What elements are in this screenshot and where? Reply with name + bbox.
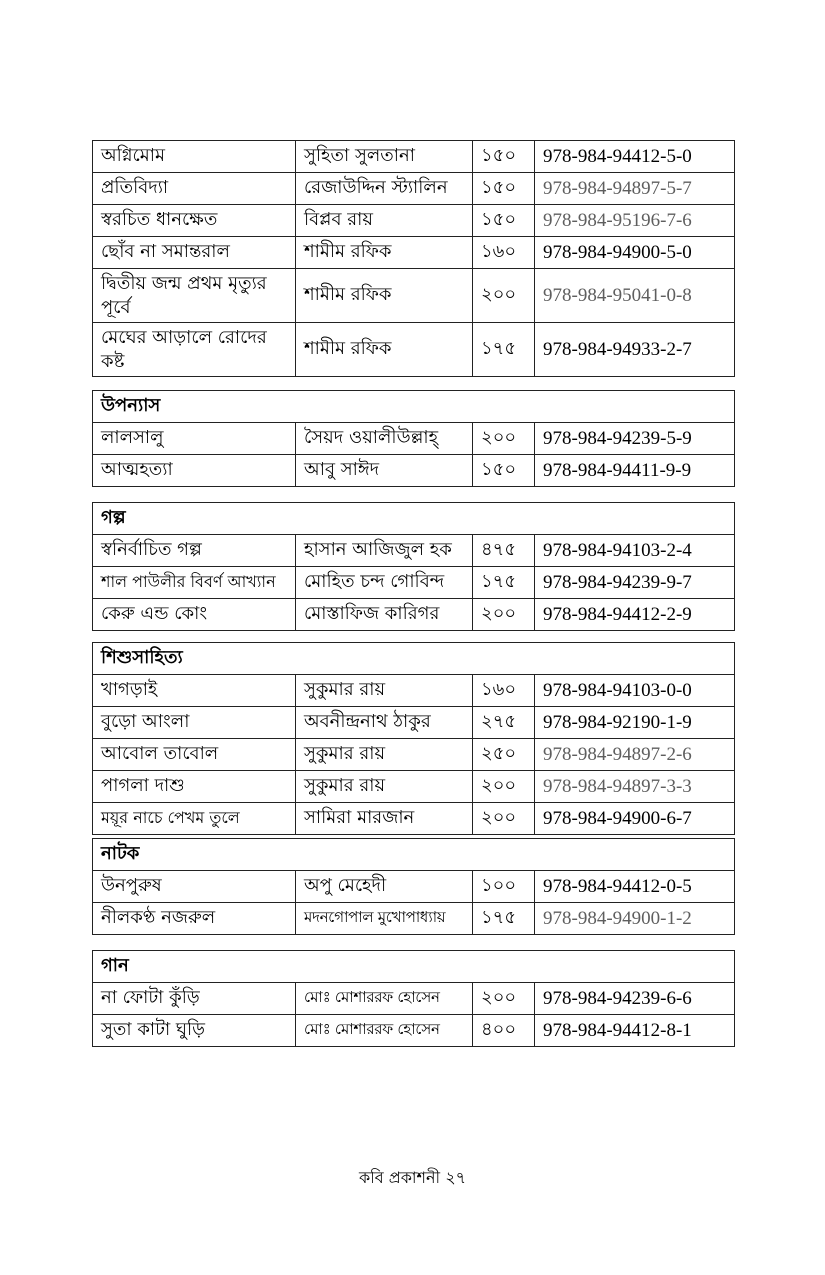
book-price: ২০০ (473, 269, 535, 323)
book-author: সুহিতা সুলতানা (296, 141, 473, 173)
book-author: শামীম রফিক (296, 269, 473, 323)
table-row (93, 323, 735, 377)
table-row (93, 803, 735, 835)
section-heading-row (93, 951, 735, 983)
book-price: ১৭৫ (473, 567, 535, 599)
table-row (93, 903, 735, 935)
book-author: সৈয়দ ওয়ালীউল্লাহ্ (296, 423, 473, 455)
table-row (93, 205, 735, 237)
book-author: সুকুমার রায় (296, 771, 473, 803)
drama-table (92, 838, 734, 935)
book-title: ময়ূর নাচে পেখম তুলে (93, 803, 296, 835)
book-title: মেঘের আড়ালে রোদের কষ্ট (93, 323, 296, 377)
book-title: স্বরচিত ধানক্ষেত (93, 205, 296, 237)
section-heading: গল্প (93, 503, 735, 535)
book-isbn: 978-984-94897-5-7 (535, 173, 735, 205)
story-table (92, 502, 734, 631)
table-row (93, 237, 735, 269)
book-isbn: 978-984-94897-3-3 (535, 771, 735, 803)
book-table (92, 642, 735, 835)
book-price: ১৫০ (473, 141, 535, 173)
book-title: নীলকণ্ঠ নজরুল (93, 903, 296, 935)
book-author: অপু মেহেদী (296, 871, 473, 903)
table-row (93, 173, 735, 205)
book-isbn: 978-984-94900-1-2 (535, 903, 735, 935)
table-row (93, 423, 735, 455)
book-price: ২০০ (473, 771, 535, 803)
book-isbn: 978-984-94239-9-7 (535, 567, 735, 599)
book-price: ২৫০ (473, 739, 535, 771)
book-table (92, 950, 735, 1047)
book-isbn: 978-984-94412-0-5 (535, 871, 735, 903)
book-isbn: 978-984-94103-2-4 (535, 535, 735, 567)
book-author: সামিরা মারজান (296, 803, 473, 835)
section-heading-row (93, 503, 735, 535)
book-title: বুড়ো আংলা (93, 707, 296, 739)
table-row (93, 707, 735, 739)
section-heading-row (93, 391, 735, 423)
book-price: ১৬০ (473, 237, 535, 269)
book-isbn: 978-984-94900-6-7 (535, 803, 735, 835)
table-row (93, 739, 735, 771)
book-price: ৪৭৫ (473, 535, 535, 567)
section-heading: নাটক (93, 839, 735, 871)
book-author: মোস্তাফিজ কারিগর (296, 599, 473, 631)
book-title: অগ্নিমোম (93, 141, 296, 173)
book-title: ছোঁব না সমান্তরাল (93, 237, 296, 269)
section-heading-row (93, 643, 735, 675)
section-heading-row (93, 839, 735, 871)
table-row (93, 599, 735, 631)
book-price: ১৫০ (473, 455, 535, 487)
song-table (92, 950, 734, 1047)
book-title: দ্বিতীয় জন্ম প্রথম মৃত্যুর পূর্বে (93, 269, 296, 323)
table-row (93, 1015, 735, 1047)
book-price: ২৭৫ (473, 707, 535, 739)
book-title: শাল পাউলীর বিবর্ণ আখ্যান (93, 567, 296, 599)
section-heading: শিশুসাহিত্য (93, 643, 735, 675)
table-row (93, 567, 735, 599)
table-row (93, 269, 735, 323)
table-row (93, 871, 735, 903)
book-price: ১৫০ (473, 205, 535, 237)
book-author: রেজাউদ্দিন স্ট্যালিন (296, 173, 473, 205)
table-row (93, 141, 735, 173)
book-title: স্বনির্বাচিত গল্প (93, 535, 296, 567)
book-price: ২০০ (473, 803, 535, 835)
book-isbn: 978-984-94239-5-9 (535, 423, 735, 455)
poetry-table (92, 140, 734, 377)
book-price: ১৬০ (473, 675, 535, 707)
book-author: অবনীন্দ্রনাথ ঠাকুর (296, 707, 473, 739)
table-row (93, 455, 735, 487)
book-price: ২০০ (473, 983, 535, 1015)
table-row (93, 535, 735, 567)
book-author: শামীম রফিক (296, 323, 473, 377)
book-author: বিপ্লব রায় (296, 205, 473, 237)
book-title: কেরু এন্ড কোং (93, 599, 296, 631)
book-price: ১৫০ (473, 173, 535, 205)
book-author: আবু সাঈদ (296, 455, 473, 487)
book-isbn: 978-984-95196-7-6 (535, 205, 735, 237)
book-title: উনপুরুষ (93, 871, 296, 903)
book-isbn: 978-984-94103-0-0 (535, 675, 735, 707)
book-price: ১০০ (473, 871, 535, 903)
book-isbn: 978-984-95041-0-8 (535, 269, 735, 323)
page-footer: কবি প্রকাশনী ২৭ (358, 1168, 467, 1187)
book-title: আবোল তাবোল (93, 739, 296, 771)
book-price: ১৭৫ (473, 323, 535, 377)
book-isbn: 978-984-94239-6-6 (535, 983, 735, 1015)
section-heading: উপন্যাস (93, 391, 735, 423)
table-row (93, 771, 735, 803)
book-price: ২০০ (473, 599, 535, 631)
book-title: লালসালু (93, 423, 296, 455)
book-title: না ফোটা কুঁড়ি (93, 983, 296, 1015)
table-row (93, 675, 735, 707)
book-author: মোঃ মোশাররফ হোসেন (296, 983, 473, 1015)
book-author: সুকুমার রায় (296, 675, 473, 707)
book-isbn: 978-984-94933-2-7 (535, 323, 735, 377)
section-heading: গান (93, 951, 735, 983)
book-table (92, 140, 735, 377)
book-title: পাগলা দাশু (93, 771, 296, 803)
novel-table (92, 390, 734, 487)
book-title: প্রতিবিদ্যা (93, 173, 296, 205)
book-isbn: 978-984-94411-9-9 (535, 455, 735, 487)
book-author: শামীম রফিক (296, 237, 473, 269)
book-title: সুতা কাটা ঘুড়ি (93, 1015, 296, 1047)
book-price: ২০০ (473, 423, 535, 455)
book-author: সুকুমার রায় (296, 739, 473, 771)
book-isbn: 978-984-94897-2-6 (535, 739, 735, 771)
table-row (93, 983, 735, 1015)
book-isbn: 978-984-92190-1-9 (535, 707, 735, 739)
book-isbn: 978-984-94412-5-0 (535, 141, 735, 173)
book-title: আত্মহত্যা (93, 455, 296, 487)
book-author: মদনগোপাল মুখোপাধ্যায় (296, 903, 473, 935)
book-isbn: 978-984-94412-2-9 (535, 599, 735, 631)
book-author: মোহিত চন্দ গোবিন্দ (296, 567, 473, 599)
book-price: ১৭৫ (473, 903, 535, 935)
book-isbn: 978-984-94412-8-1 (535, 1015, 735, 1047)
book-table (92, 390, 735, 487)
book-title: খাগড়াই (93, 675, 296, 707)
book-isbn: 978-984-94900-5-0 (535, 237, 735, 269)
book-price: ৪০০ (473, 1015, 535, 1047)
children-table (92, 642, 734, 835)
book-author: মোঃ মোশাররফ হোসেন (296, 1015, 473, 1047)
book-table (92, 838, 735, 935)
book-author: হাসান আজিজুল হক (296, 535, 473, 567)
book-table (92, 502, 735, 631)
